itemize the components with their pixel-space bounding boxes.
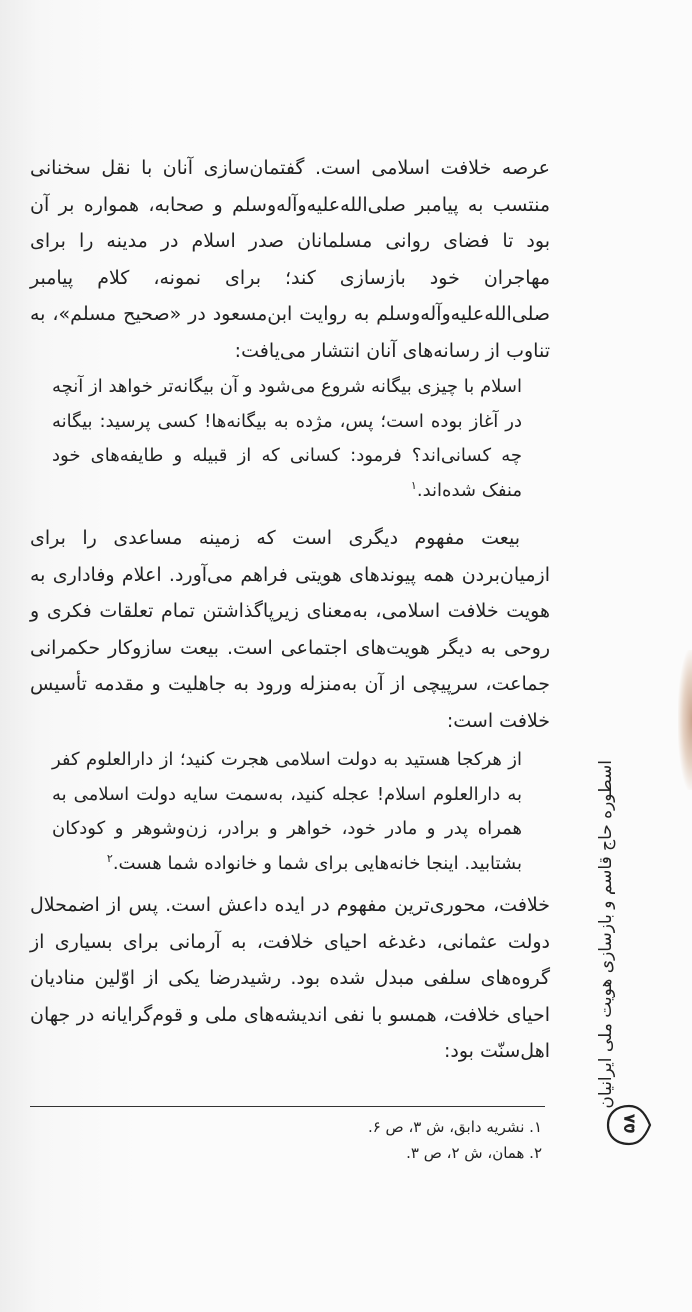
running-title: اسطوره حاج قاسم و بازسازی هویت ملی ایرانیان: [596, 760, 616, 1109]
footnote-divider: [30, 1106, 545, 1107]
page-number: ۵۸: [619, 1113, 639, 1134]
footnote-ref-1: ۱: [410, 478, 417, 492]
page-number-badge: [604, 1100, 654, 1150]
paragraph-1: عرصه خلافت اسلامی است. گفتمان‌سازی آنان با نقل سخنانی منتسب به پیامبر صلی‌الله‌علیه‌وآله‌وسلم و صحابه، همواره بر آن بود تا فضای روانی مسلمانان صدر اسلام در مدینه را برای مهاجران خود بازسازی کند؛ برای نمونه، کلام پیامبر صلی‌الله‌علیه‌وآله‌وسلم به روایت ابن‌مسعود در «صحیح مسلم»، به تناوب از رسانه‌های آنان انتشار می‌یافت:: [30, 157, 550, 362]
quote-2: [30, 743, 550, 881]
paragraph-3: خلافت، محوری‌ترین مفهوم در ایده داعش است. پس از اضمحلال دولت عثمانی، دغدغه احیای خلافت، به آرمانی برای بسیاری از گروه‌های سلفی مبدل شده بود. رشیدرضا یکی از اوّلین منادیان احیای خلافت، همسو با نفی اندیشه‌های ملی و قوم‌گرایانه در جهان اهل‌سنّت بود:: [30, 894, 550, 1062]
paragraph-2: بیعت مفهوم دیگری است که زمینه مساعدی را برای ازمیان‌بردن همه پیوندهای هویتی فراهم می‌آورد. اعلام وفاداری به هویت خلافت اسلامی، به‌معنای زیرپاگذاشتن تمام تعلقات فکری و روحی به دیگر هویت‌های اجتماعی است. بیعت سازوکار حکمرانی جماعت، سرپیچی از آن به‌منزله ورود به جاهلیت و مقدمه تأسیس خلافت است:: [30, 527, 550, 732]
quote-2-text: از هرکجا هستید به دولت اسلامی هجرت کنید؛ از دارالعلوم کفر به دارالعلوم اسلام! عجله کنید، به‌سمت سایه دولت اسلامی به همراه پدر و مادر خود، خواهر و برادر، زن‌وشوهر و کودکان بشتابید. اینجا خانه‌هایی برای شما و خانواده شما هست.: [52, 749, 522, 874]
main-text: [30, 150, 550, 1070]
footnotes: [368, 1114, 542, 1166]
footnote-ref-2: ۲: [106, 851, 113, 865]
footnote-1: ۱. نشریه دابق، ش ۳، ص ۶.: [367, 1118, 542, 1136]
quote-1-text: اسلام با چیزی بیگانه شروع می‌شود و آن بیگانه‌تر خواهد از آنچه در آغاز بوده است؛ پس، مژده به بیگانه‌ها! کسی پرسید: بیگانه چه کسانی‌اند؟ فرمود: کسانی که از قبیله و طایفه‌های خود منفک شده‌اند.: [52, 376, 522, 501]
quote-1: [30, 370, 550, 508]
page-edge-shadow: [678, 650, 692, 790]
footnote-2: ۲. همان، ش ۲، ص ۳.: [406, 1144, 542, 1162]
